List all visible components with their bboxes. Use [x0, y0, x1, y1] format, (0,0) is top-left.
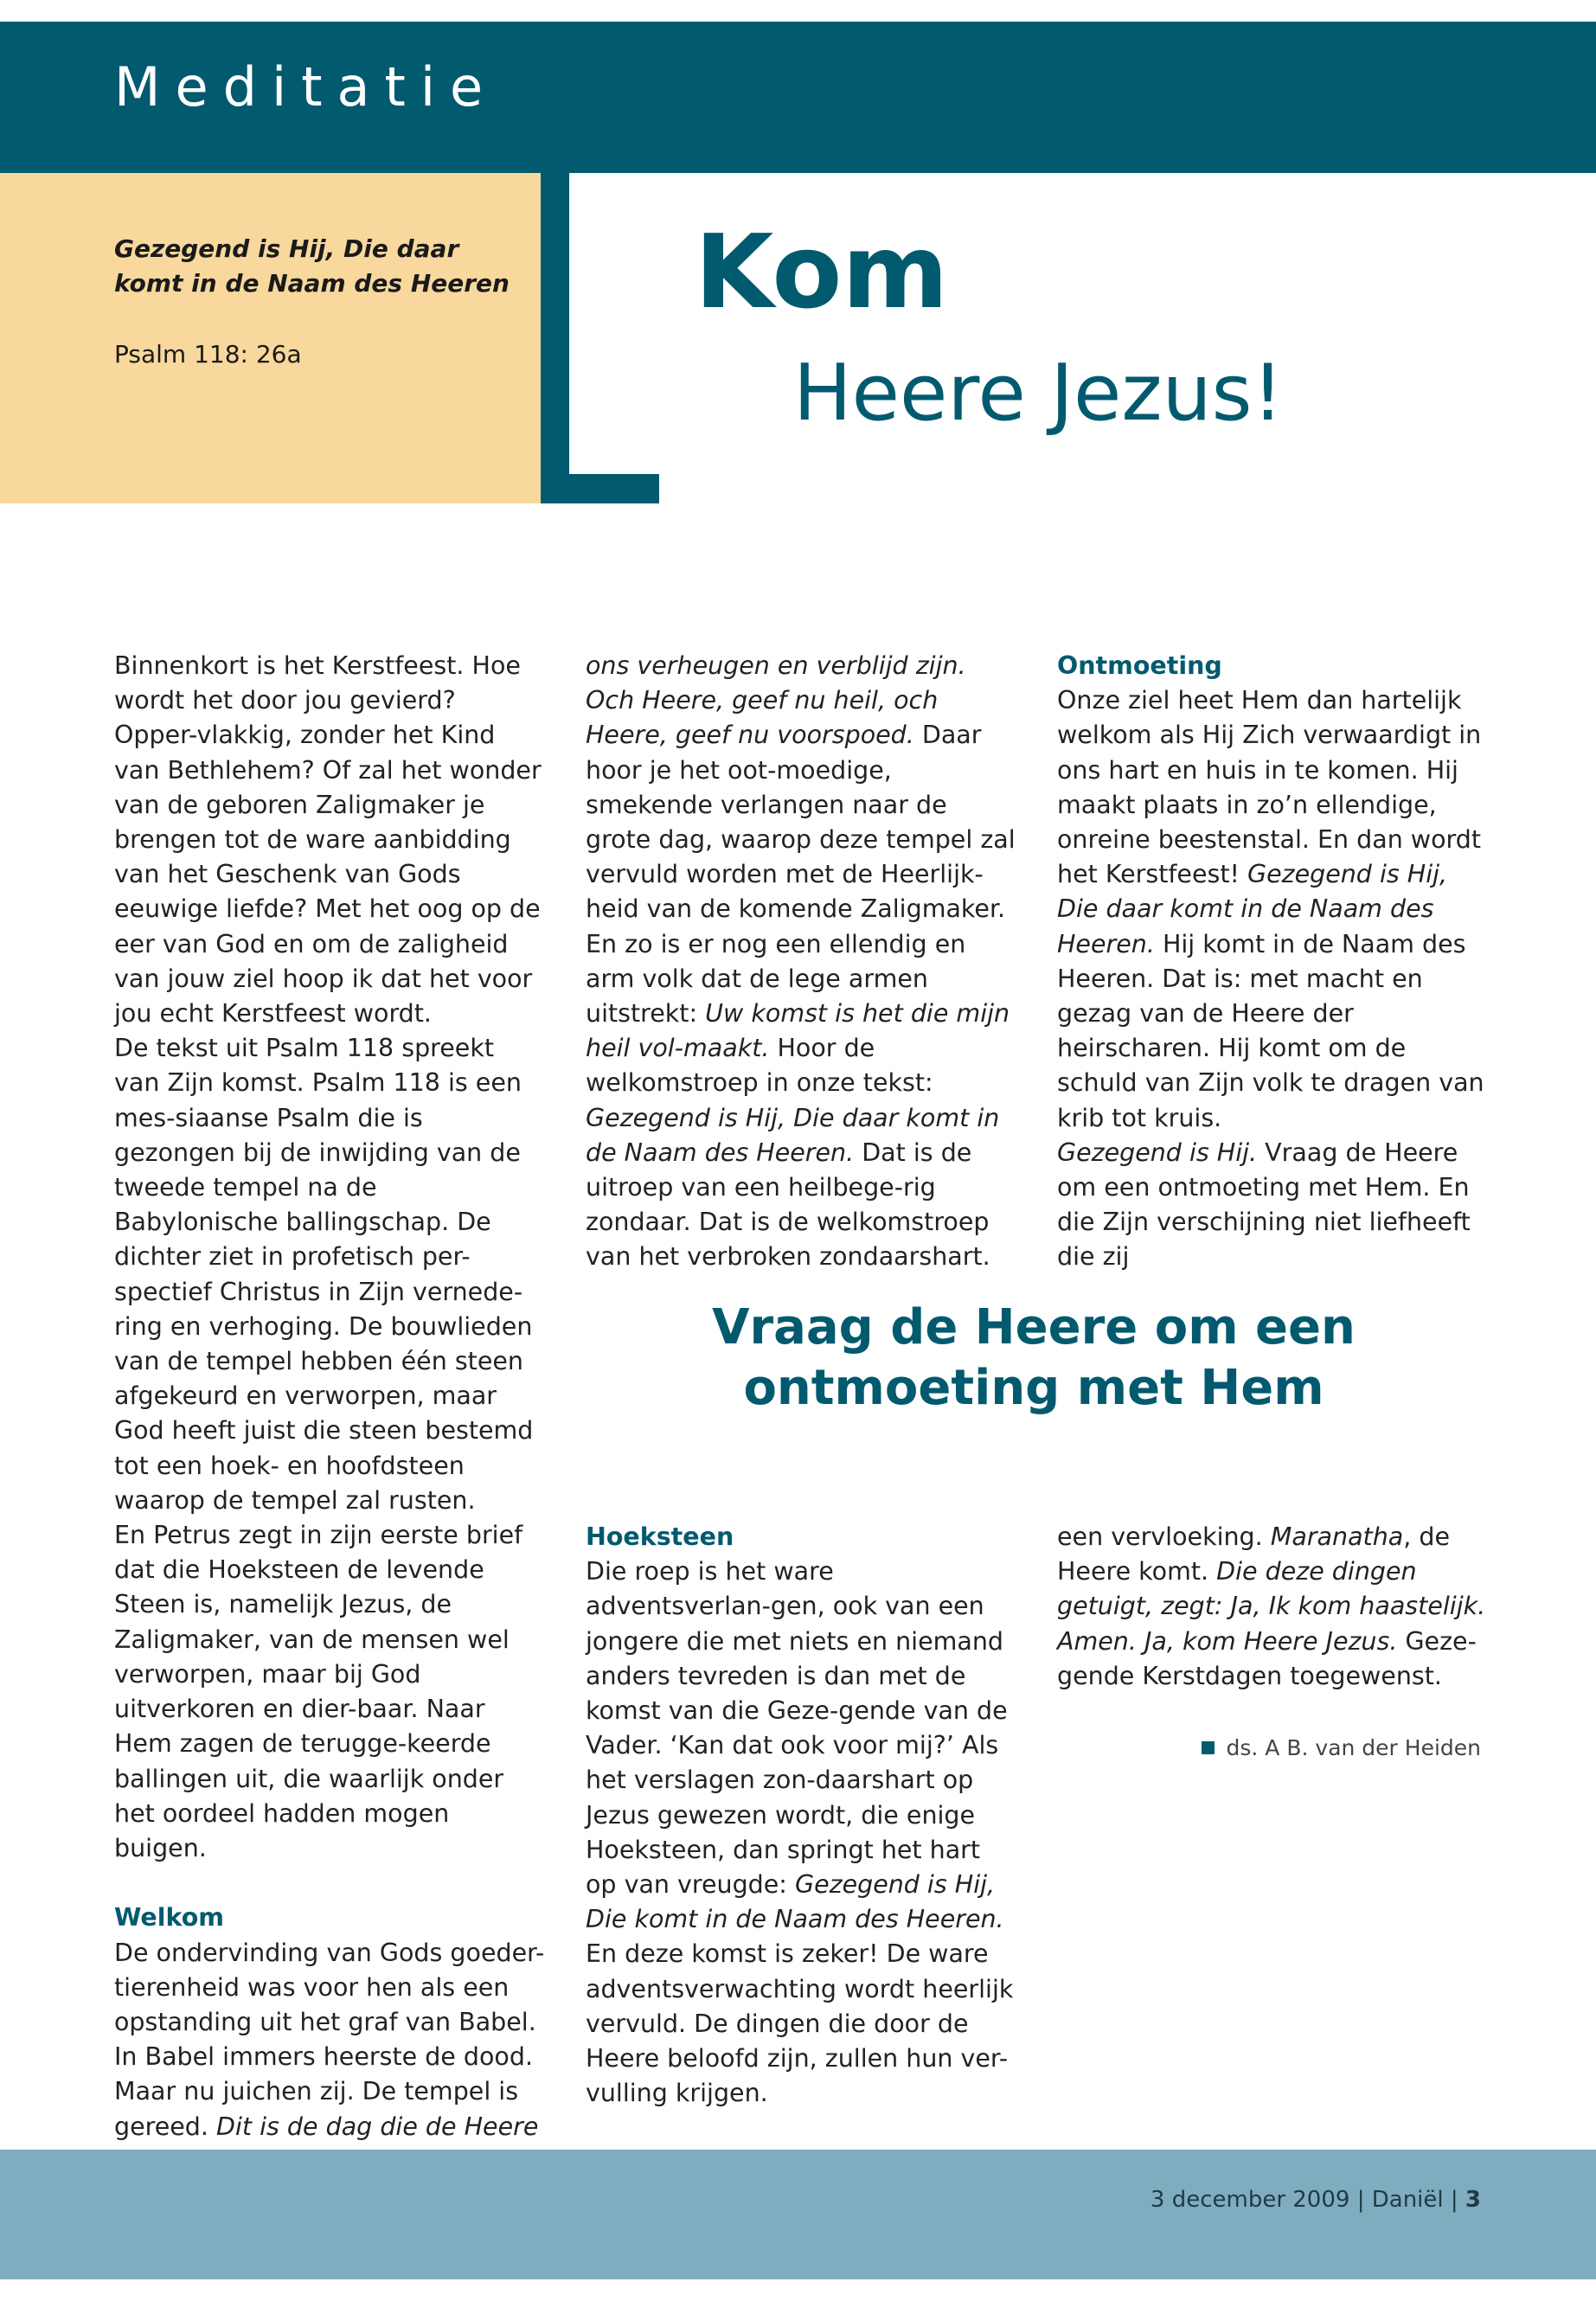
section-label: Meditatie: [114, 55, 498, 119]
footer-separator: |: [1450, 2187, 1458, 2213]
paragraph: En deze komst is zeker! De ware adventsverwachting wordt heerlijk vervuld. De dingen die door de Heere beloofd zijn, zullen hun ver-vulling krijgen.: [586, 1939, 1014, 2108]
paragraph: Die roep is het ware adventsverlan-gen, ook van een jongere die met niets en niemand anders tevreden is dan met de komst van die Geze-gende van de Vader. ‘Kan dat ook voor mij?’ Als het verslagen zon-daarshart op Jezus gewezen wordt, die enige Hoeksteen, dan springt het hart op van vreugde: Gezegend is Hij, Die komt in de Naam des Heeren.: [586, 1557, 1008, 1934]
scripture-reference: Psalm 118: 26a: [114, 340, 302, 369]
article-title: Kom: [695, 212, 949, 331]
footer-separator: |: [1356, 2187, 1365, 2213]
scripture-italic: Gezegend is Hij, Die daar komt in de Naam des Heeren.: [586, 1103, 1000, 1167]
scripture-quote: Gezegend is Hij, Die daar komt in de Naam des Heeren: [114, 234, 510, 298]
body-column-2-top: [586, 649, 1018, 1275]
scripture-italic: Gezegend is Hij, Die daar komt in de Naam des Heeren.: [1057, 860, 1448, 958]
paragraph: En Petrus zegt in zijn eerste brief dat die Hoeksteen de levende Steen is, namelijk Jezus, de Zaligmaker, van de mensen wel verworpen, maar bij God uitverkoren en dier-baar. Naar Hem zagen de terugge-keerde ballingen uit, die waarlijk onder het oordeel hadden mogen buigen.: [114, 1521, 523, 1862]
body-column-1: [114, 649, 547, 2214]
author-signature: [1057, 1733, 1481, 1764]
scripture-italic: Uw komst is het die mijn heil vol-maakt.: [586, 999, 1010, 1063]
scripture-italic: Gezegend is Hij.: [1057, 1138, 1258, 1167]
paragraph: De tekst uit Psalm 118 spreekt van Zijn komst. Psalm 118 is een mes-siaanse Psalm die is gezongen bij de inwijding van de tweede tempel na de Babylonische ballingschap. De dichter ziet in profetisch per-spectief Christus in Zijn vernede-ring en verhoging. De bouwlieden van de tempel hebben één steen afgekeurd en verworpen, maar God heeft juist die steen bestemd tot een hoek- en hoofdsteen waarop de tempel zal rusten.: [114, 1034, 534, 1515]
scripture-italic: Dit is de dag die de Heere: [216, 2112, 539, 2141]
paragraph: Gezegend is Hij. Vraag de Heere om een ontmoeting met Hem. En die Zijn verschijning niet liefheeft die zij: [1057, 1138, 1471, 1272]
pull-quote: Vraag de Heere om een ontmoeting met Hem: [712, 1299, 1356, 1416]
paragraph: Onze ziel heet Hem dan hartelijk welkom als Hij Zich verwaardigt in ons hart en huis in te komen. Hij maakt plaats in zo’n ellendige, onreine beestenstal. En dan wordt het Kerstfeest! Gezegend is Hij, Die daar komt in de Naam des Heeren. Hij komt in de Naam des Heeren. Dat is: met macht en gezag van de Heere der heirscharen. Hij komt om de schuld van Zijn volk te dragen van krib tot kruis.: [1057, 686, 1484, 1132]
author-name: ds. A B. van der Heiden: [1226, 1735, 1481, 1760]
scripture-italic: Gezegend is Hij, Die komt in de Naam des Heeren.: [586, 1870, 1004, 1934]
page-number: 3: [1465, 2187, 1481, 2213]
paragraph: een vervloeking. Maranatha, de Heere komt. Die deze dingen getuigt, zegt: Ja, Ik kom haastelijk. Amen. Ja, kom Heere Jezus. Geze-gende Kerstdagen toegewenst.: [1057, 1522, 1486, 1690]
body-column-3-bottom: [1057, 1520, 1490, 1694]
scripture-italic: ons verheugen en verblijd zijn. Och Heere, geef nu heil, och Heere, geef nu voorspoed.: [586, 651, 966, 750]
issue-date: 3 december 2009: [1150, 2187, 1350, 2213]
paragraph: ons verheugen en verblijd zijn. Och Heere, geef nu heil, och Heere, geef nu voorspoed. Daar hoor je het oot-moedige, smekende verlangen naar de grote dag, waarop deze tempel zal vervuld worden met de Heerlijk-heid van de komende Zaligmaker. En zo is er nog een ellendig en arm volk dat de lege armen uitstrekt: Uw komst is het die mijn heil vol-maakt. Hoor de welkomstroep in onze tekst: Gezegend is Hij, Die daar komt in de Naam des Heeren. Dat is de uitroep van een heilbege-rig zondaar. Dat is de welkomstroep van het verbroken zondaarshart.: [586, 651, 1016, 1272]
subheading-hoeksteen: Hoeksteen: [586, 1522, 734, 1551]
scripture-italic: Maranatha: [1270, 1522, 1404, 1551]
accent-bar-vertical: [541, 173, 569, 503]
body-column-3-top: [1057, 649, 1490, 1275]
subheading-ontmoeting: Ontmoeting: [1057, 651, 1222, 680]
body-column-2-bottom: [586, 1520, 1018, 2111]
accent-bar-horizontal: [541, 474, 659, 503]
paragraph: Binnenkort is het Kerstfeest. Hoe wordt het door jou gevierd? Opper-vlakkig, zonder het Kind van Bethlehem? Of zal het wonder van de geboren Zaligmaker je brengen tot de ware aanbidding van het Geschenk van Gods eeuwige liefde? Met het oog op de eer van God en om de zaligheid van jouw ziel hoop ik dat het voor jou echt Kerstfeest wordt.: [114, 651, 542, 1029]
subheading-welkom: Welkom: [114, 1903, 224, 1932]
scripture-italic: Die deze dingen getuigt, zegt: Ja, Ik kom haastelijk. Amen. Ja, kom Heere Jezus.: [1057, 1557, 1486, 1656]
paragraph: De ondervinding van Gods goeder-tierenheid was voor hen als een opstanding uit het graf van Babel. In Babel immers heerste de dood. Maar nu juichen zij. De tempel is gereed. Dit is de dag die de Heere: [114, 1936, 547, 2214]
publication-name: Daniël: [1371, 2187, 1444, 2213]
footer-info: [952, 2184, 1481, 2215]
article-subtitle: Heere Jezus!: [793, 348, 1284, 439]
square-bullet-icon: [1202, 1741, 1215, 1754]
